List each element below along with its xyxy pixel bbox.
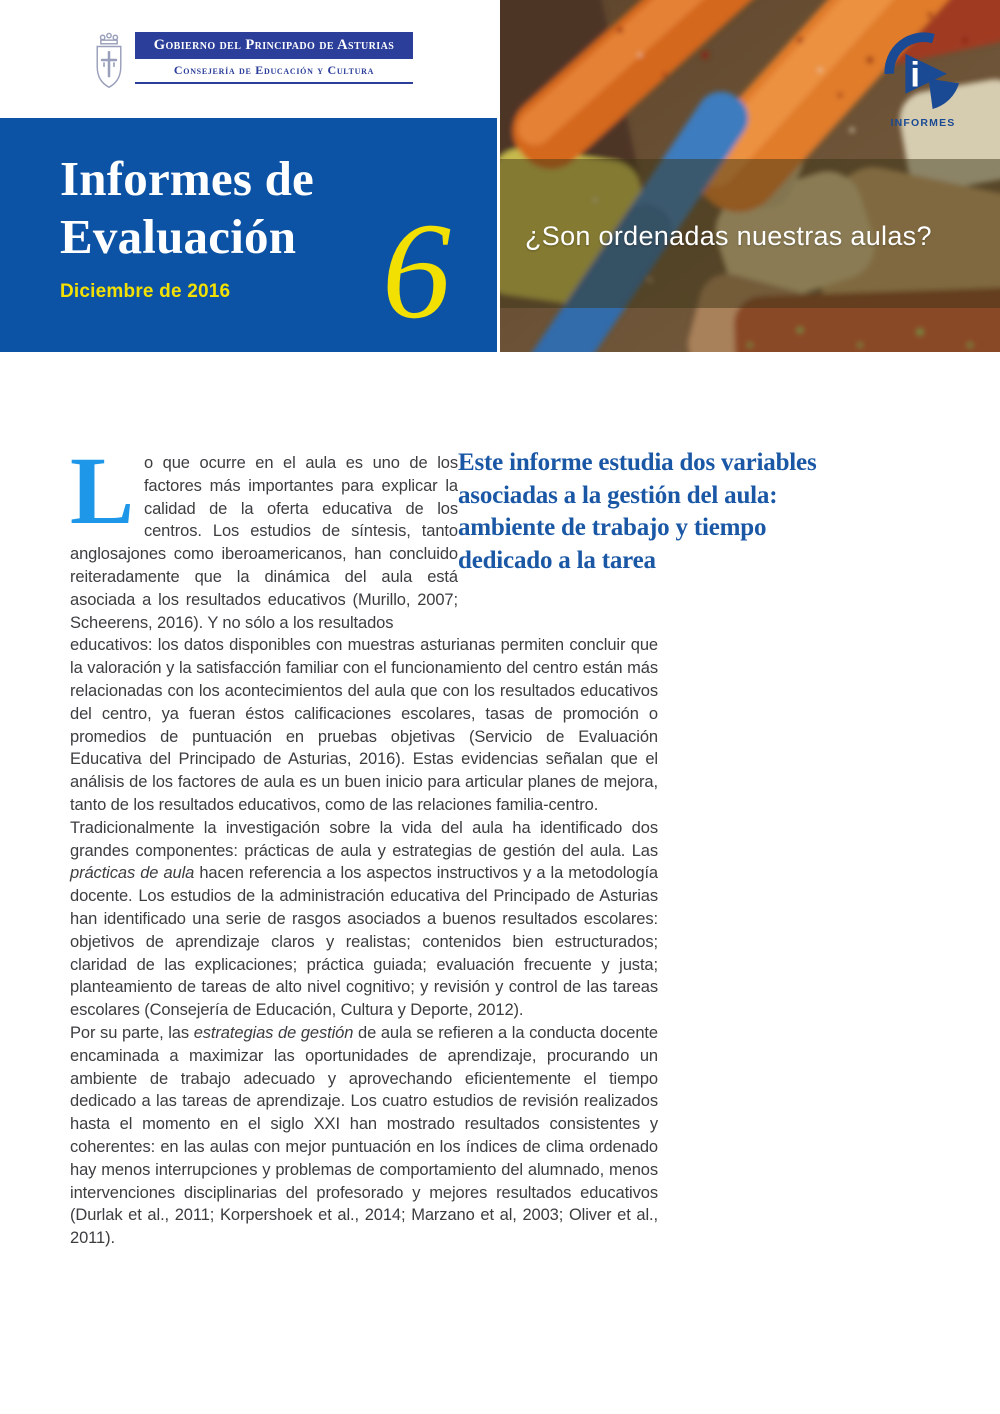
government-header (90, 32, 413, 90)
department-name: Consejería de Educación y Cultura (173, 63, 375, 77)
issue-number: 6 (382, 194, 451, 347)
svg-text:i: i (910, 55, 920, 95)
hero-photo (500, 0, 1000, 352)
asturias-coat-of-arms-icon (90, 32, 128, 90)
report-title (60, 150, 314, 266)
intro-row (70, 437, 870, 634)
intro-continuation: educativos: los datos disponibles con muestras asturianas permiten concluir que la valoración y la satisfacción familiar con el funcionamiento del centro están más relacionadas con los acontecimientos del aula que con los resultados educativos del centro, ya fueran éstos calificaciones escolares, tasas de promoción o promedios de puntuación en pruebas objetivas (Servicio de Evaluación Educativa del Principado de Asturias, 2016). Estas evidencias señalan que el análisis de los factores de aula es un buen inicio para articular planes de mejora, tanto de los resultados educativos, como de las relaciones familia-centro. (70, 636, 658, 814)
informes-logo (881, 32, 965, 129)
drop-cap: L (70, 437, 134, 544)
intro-text: o que ocurre en el aula es uno de los factores más importantes para explicar la calidad de la oferta educativa de los centros. Los estudios de síntesis, tanto anglosajones como iberoamericanos, han concluido reiteradamente que la dinámica del aula está asociada a los resultados educativos (Murillo, 2007; Scheerens, 2016). Y no sólo a los resultados (70, 454, 458, 632)
header-underline (135, 82, 413, 84)
report-title-line1: Informes de (60, 151, 314, 206)
informes-logo-icon (883, 32, 963, 114)
informes-logo-label: INFORMES (890, 117, 956, 129)
report-banner (0, 118, 497, 352)
paragraph-2: Tradicionalmente la investigación sobre la vida del aula ha identificado dos grandes componentes: prácticas de aula y estrategias de gestión del aula. Las prácticas de aula hacen referencia a los aspectos instructivos y a la metodología docente. Los estudios de la administración educativa del Principado de Asturias han identificado una serie de rasgos asociados a buenos resultados escolares: objetivos de aprendizaje claros y realistas; contenidos bien estructurados; claridad de las explicaciones; práctica guiada; evaluación frecuente y justa; planteamiento de tareas de alto nivel cognitivo; y revisión y control de las tareas escolares (Consejería de Educación, Cultura y Deporte, 2012). (70, 818, 659, 1020)
report-title-line2: Evaluación (60, 209, 297, 264)
hero-question: ¿Son ordenadas nuestras aulas? (525, 221, 932, 251)
paragraph-3: Por su parte, las estrategias de gestión de aula se refieren a la conducta docente encaminada a maximizar las oportunidades de aprendizaje, procurando un ambiente de trabajo adecuado y aprovechando eficientemente el tiempo dedicado a las tareas de aprendizaje. Los cuatro estudios de revisión realizados hasta el momento en el siglo XXI han mostrado resultados consistentes y coherentes: en las aulas con mejor puntuación en los índices de clima ordenado hay menos interrupciones y problemas de comportamiento del alumnado, menos intervenciones disciplinarias del profesorado y mejores resultados educativos (Durlak et al., 2011; Korpershoek et al., 2014; Marzano et al, 2003; Oliver et al., 2011). (70, 1023, 658, 1248)
government-name-block (135, 32, 413, 84)
government-name: Gobierno del Principado de Asturias (135, 32, 413, 59)
article (70, 437, 870, 1250)
headline: Este informe estudia dos variables asociadas a la gestión del aula: ambiente de trabajo y tiempo dedicado a la tarea (458, 449, 817, 574)
intro-paragraph (70, 437, 458, 634)
report-date: Diciembre de 2016 (60, 281, 231, 302)
